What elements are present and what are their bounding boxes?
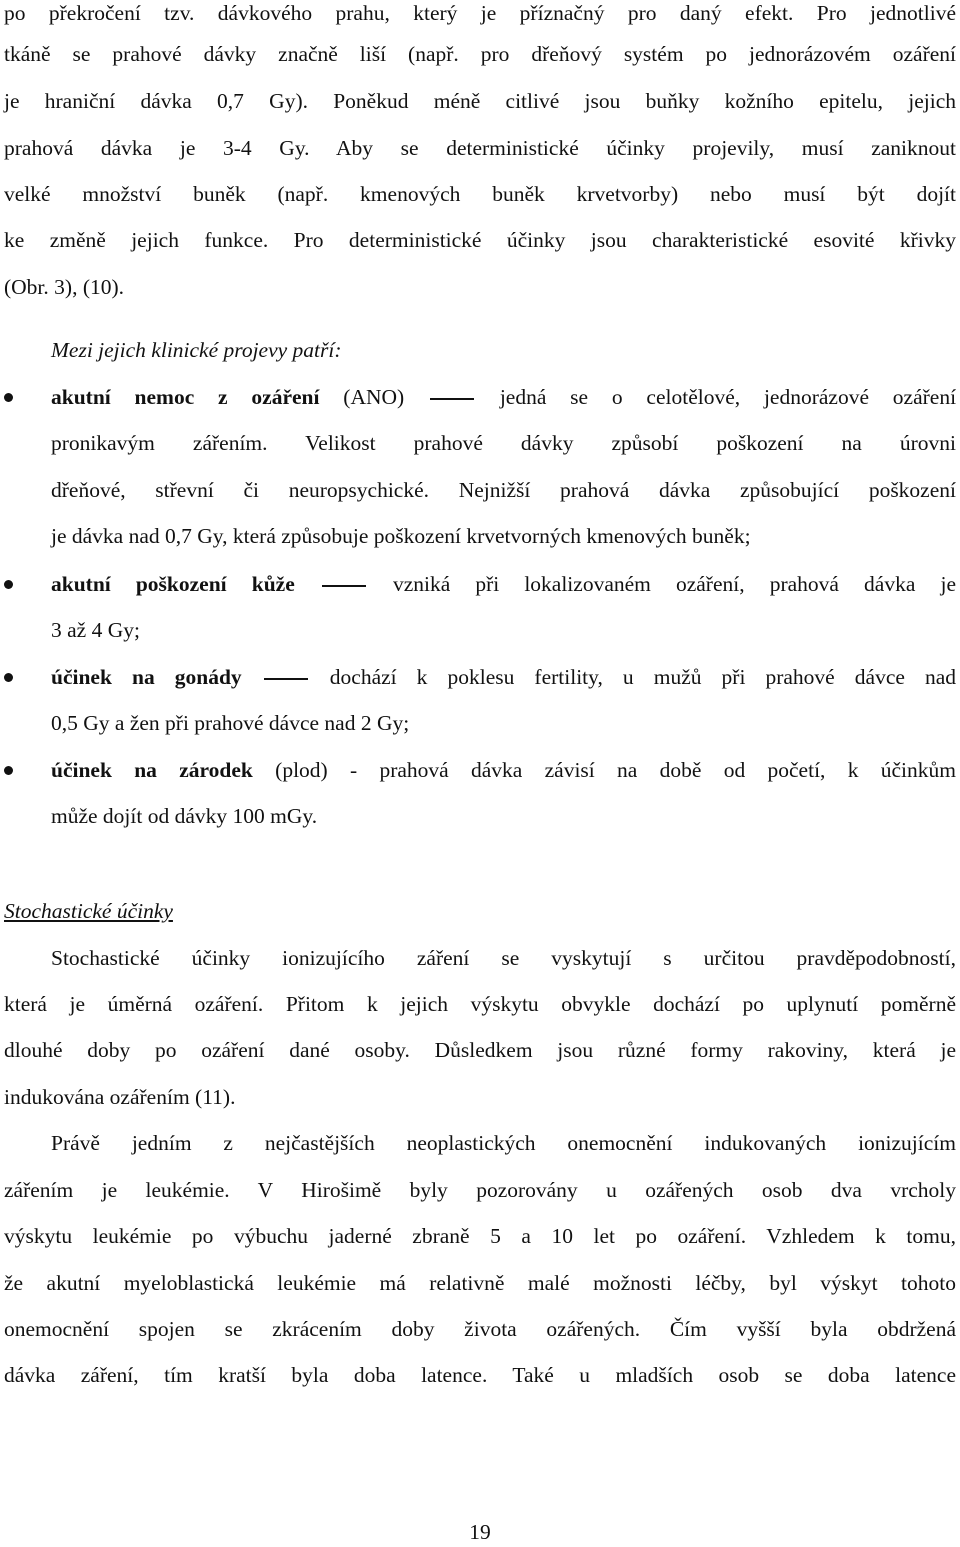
intro-line: prahová dávka je 3-4 Gy. Aby se deterministické účinky projevily, musí zaniknout bbox=[4, 136, 956, 160]
paragraph-line: která je úměrná ozáření. Přitom k jejich výskytu obvykle dochází po uplynutí poměrně bbox=[4, 992, 956, 1016]
paragraph-line: dlouhé doby po ozáření dané osoby. Důsledkem jsou různé formy rakoviny, která je bbox=[4, 1038, 956, 1062]
bullet-first-line bbox=[51, 755, 956, 785]
intro-line: ke změně jejich funkce. Pro deterministické účinky jsou charakteristické esovité křivky bbox=[4, 228, 956, 252]
bullet-first-line bbox=[51, 662, 956, 692]
page-number: 19 bbox=[469, 1520, 491, 1544]
bullet-after-dash: jedná se o celotělové, jednorázové ozáření bbox=[499, 385, 957, 409]
paragraph-line: že akutní myeloblastická leukémie má relativně malé možnosti léčby, byl výskyt tohoto bbox=[4, 1271, 956, 1295]
paragraph-line: Stochastické účinky ionizujícího záření se vyskytují s určitou pravděpodobností, bbox=[51, 946, 956, 970]
bullet-term: akutní nemoc z ozáření bbox=[51, 385, 320, 409]
bullet-term: účinek na zárodek bbox=[51, 758, 253, 782]
paragraph-line: Právě jedním z nejčastějších neoplastických onemocnění indukovaných ionizujícím bbox=[51, 1131, 956, 1155]
paragraph-line: onemocnění spojen se zkrácením doby života ozářených. Čím vyšší byla obdržená bbox=[4, 1317, 956, 1341]
intro-line: po překročení tzv. dávkového prahu, který je příznačný pro daný efekt. Pro jednotlivé bbox=[4, 1, 956, 25]
bullet-line: je dávka nad 0,7 Gy, která způsobuje poškození krvetvorných kmenových buněk; bbox=[51, 524, 751, 548]
bullet-dot bbox=[4, 673, 13, 682]
bullet-first-line bbox=[51, 569, 956, 599]
bullet-line: dřeňové, střevní či neuropsychické. Nejnižší prahová dávka způsobující poškození bbox=[51, 478, 956, 502]
em-dash bbox=[430, 398, 474, 400]
paragraph-line: zářením je leukémie. V Hirošimě byly pozorovány u ozářených osob dva vrcholy bbox=[4, 1178, 956, 1202]
bullet-line: může dojít od dávky 100 mGy. bbox=[51, 804, 318, 828]
bullet-after-dash: dochází k poklesu fertility, u mužů při prahové dávce nad bbox=[329, 665, 957, 689]
manifestations-heading: Mezi jejich klinické projevy patří: bbox=[51, 338, 342, 362]
paragraph-line: výskytu leukémie po výbuchu jaderné zbraně 5 a 10 let po ozáření. Vzhledem k tomu, bbox=[4, 1224, 956, 1248]
bullet-dot bbox=[4, 393, 13, 402]
bullet-term: akutní poškození kůže bbox=[51, 572, 295, 596]
section-heading: Stochastické účinky bbox=[4, 899, 173, 923]
em-dash bbox=[322, 585, 366, 587]
bullet-line: 3 až 4 Gy; bbox=[51, 618, 140, 642]
bullet-first-line bbox=[51, 382, 956, 412]
em-dash bbox=[264, 678, 308, 680]
intro-line: je hraniční dávka 0,7 Gy). Poněkud méně citlivé jsou buňky kožního epitelu, jejich bbox=[4, 89, 956, 113]
bullet-line: pronikavým zářením. Velikost prahové dávky způsobí poškození na úrovni bbox=[51, 431, 956, 455]
paragraph-line: indukována ozářením (11). bbox=[4, 1085, 236, 1109]
intro-line: velké množství buněk (např. kmenových buněk krvetvorby) nebo musí být dojít bbox=[4, 182, 956, 206]
bullet-dot bbox=[4, 580, 13, 589]
intro-line: (Obr. 3), (10). bbox=[4, 275, 125, 299]
intro-line: tkáně se prahové dávky značně liší (např. pro dřeňový systém po jednorázovém ozáření bbox=[4, 42, 956, 66]
bullet-rest: (plod) - prahová dávka závisí na době od početí, k účinkům bbox=[275, 758, 956, 782]
bullet-dot bbox=[4, 766, 13, 775]
paragraph-line: dávka záření, tím kratší byla doba latence. Také u mladších osob se doba latence bbox=[4, 1363, 956, 1387]
bullet-rest: (ANO) bbox=[343, 385, 405, 409]
bullet-after-dash: vzniká při lokalizovaném ozáření, prahová dávka je bbox=[392, 572, 956, 596]
bullet-line: 0,5 Gy a žen při prahové dávce nad 2 Gy; bbox=[51, 711, 410, 735]
bullet-term: účinek na gonády bbox=[51, 665, 242, 689]
